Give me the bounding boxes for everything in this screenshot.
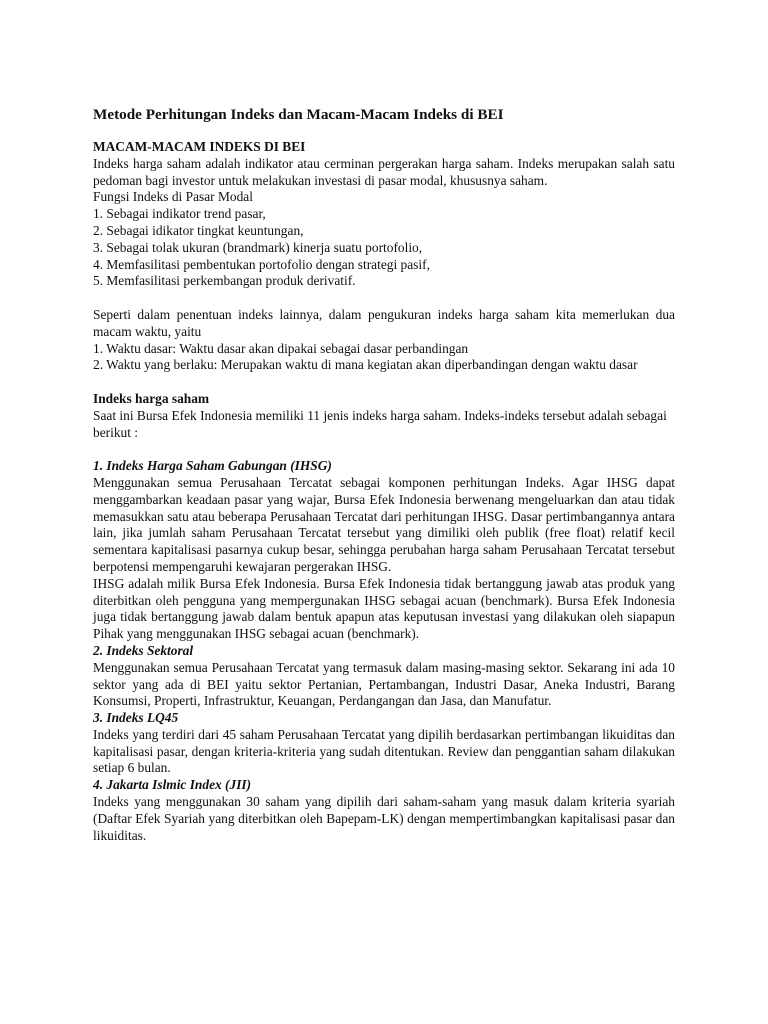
list-item: 1. Sebagai indikator trend pasar, — [93, 206, 266, 222]
indeks-intro-paragraph: Saat ini Bursa Efek Indonesia memiliki 11 jenis indeks harga saham. Indeks-indeks tersebut adalah sebagai berikut : — [93, 407, 667, 440]
waktu-intro-paragraph: Seperti dalam penentuan indeks lainnya, dalam pengukuran indeks harga saham kita memerlukan dua macam waktu, yaitu — [93, 306, 675, 339]
spacer — [93, 374, 675, 391]
index-heading-sektoral: 2. Indeks Sektoral — [93, 642, 194, 658]
spacer — [93, 290, 675, 307]
list-item: 1. Waktu dasar: Waktu dasar akan dipakai sebagai dasar perbandingan — [93, 340, 469, 356]
ihsg-paragraph-2: IHSG adalah milik Bursa Efek Indonesia. Bursa Efek Indonesia tidak bertanggung jawab atas produk yang diterbitkan oleh pengguna yang mempergunakan IHSG sebagai acuan (benchmark). Bursa Efek Indonesia juga tidak bertanggung jawab dalam bentuk apapun atas keputusan investasi yang dilakukan oleh siapapun Pihak yang menggunakan IHSG sebagai acuan (benchmark). — [93, 575, 675, 642]
list-item: 3. Sebagai tolak ukuran (brandmark) kinerja suatu portofolio, — [93, 239, 423, 255]
fungsi-list — [93, 206, 675, 290]
section-heading-indeks-harga-saham: Indeks harga saham — [93, 390, 210, 406]
list-item: 2. Sebagai idikator tingkat keuntungan, — [93, 222, 304, 238]
index-heading-lq45: 3. Indeks LQ45 — [93, 710, 179, 726]
section-heading-macam-indeks: MACAM-MACAM INDEKS DI BEI — [93, 139, 306, 154]
index-heading-jii: 4. Jakarta Islmic Index (JII) — [93, 777, 252, 793]
lq45-paragraph: Indeks yang terdiri dari 45 saham Perusahaan Tercatat yang dipilih berdasarkan pertimbangan likuiditas dan kapitalisasi pasar, dengan kriteria-kriteria yang sudah ditentukan. Review dan penggantian saham dilakukan setiap 6 bulan. — [93, 726, 675, 776]
ihsg-paragraph-1: Menggunakan semua Perusahaan Tercatat sebagai komponen perhitungan Indeks. Agar IHSG dapat menggambarkan keadaan pasar yang wajar, Bursa Efek Indonesia berwenang mengeluarkan dan atau tidak memasukkan satu atau beberapa Perusahaan Tercatat dari perhitungan IHSG. Dasar pertimbangannya antara lain, jika jumlah saham Perusahaan Tercatat tersebut yang dimiliki oleh publik (free float) relatif kecil sementara kapitalisasi pasarnya cukup besar, sehingga perubahan harga saham Perusahaan Tercatat tersebut berpotensi mempengaruhi kewajaran pergerakan IHSG. — [93, 474, 675, 574]
jii-paragraph: Indeks yang menggunakan 30 saham yang dipilih dari saham-saham yang masuk dalam kriteria syariah (Daftar Efek Syariah yang diterbitkan oleh Bapepam-LK) dengan mempertimbangkan kapitalisasi pasar dan likuiditas. — [93, 794, 675, 843]
sektoral-paragraph: Menggunakan semua Perusahaan Tercatat yang termasuk dalam masing-masing sektor. Sekarang ini ada 10 sektor yang ada di BEI yaitu sektor Pertanian, Pertambangan, Industri Dasar, Aneka Industri, Barang Konsumsi, Properti, Infrastruktur, Keuangan, Perdangangan dan Jasa, dan Manufatur. — [93, 659, 675, 709]
document-title: Metode Perhitungan Indeks dan Macam-Macam Indeks di BEI — [93, 106, 504, 123]
index-heading-ihsg: 1. Indeks Harga Saham Gabungan (IHSG) — [93, 458, 332, 474]
list-item: 2. Waktu yang berlaku: Merupakan waktu di mana kegiatan akan diperbandingan dengan waktu dasar — [93, 357, 638, 373]
intro-paragraph: Indeks harga saham adalah indikator atau cerminan pergerakan harga saham. Indeks merupakan salah satu pedoman bagi investor untuk melakukan investasi di pasar modal, khususnya saham. — [93, 155, 675, 188]
spacer — [93, 441, 675, 458]
list-item: 4. Memfasilitasi pembentukan portofolio dengan strategi pasif, — [93, 256, 430, 272]
waktu-list — [93, 341, 675, 375]
list-item: 5. Memfasilitasi perkembangan produk derivatif. — [93, 273, 356, 289]
fungsi-label: Fungsi Indeks di Pasar Modal — [93, 189, 253, 205]
